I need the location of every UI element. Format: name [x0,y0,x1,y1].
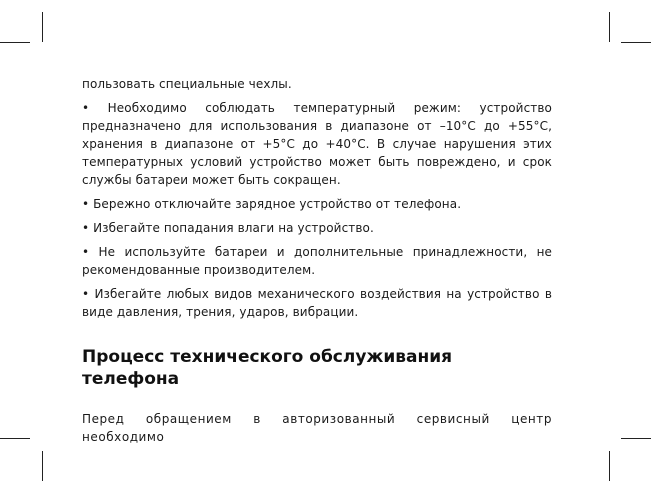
section-heading: Процесс технического обслуживания телефона [82,347,453,389]
paragraph-mechanical: • Избегайте любых видов механического воздействия на устройство в виде давления, трения, ударов, вибрации. [82,287,552,319]
crop-mark [621,42,651,43]
crop-mark [609,451,610,481]
crop-mark [42,451,43,481]
crop-mark [621,438,651,439]
paragraph-moisture: • Избегайте попадания влаги на устройство. [82,221,374,235]
crop-mark [609,12,610,42]
crop-mark [0,42,30,43]
crop-mark [42,12,43,42]
paragraph-accessories: • Не используйте батареи и дополнительные принадлежности, не рекомендованные производителем. [82,245,552,277]
crop-mark [0,438,30,439]
paragraph-service: Перед обращением в авторизованный сервисный центр необходимо [82,412,552,444]
paragraph: пользовать специальные чехлы. [82,77,292,91]
paragraph-charger: • Бережно отключайте зарядное устройство от телефона. [82,197,462,211]
document-body [82,75,552,446]
paragraph-temperature: • Необходимо соблюдать температурный режим: устройство предназначено для использования в диапазоне от –10°C до +55°C, хранения в диапазоне от +5°C до +40°C. В случае нарушения этих температурных условий устройство может быть повреждено, и срок службы батареи может быть сокращен. [82,101,552,187]
